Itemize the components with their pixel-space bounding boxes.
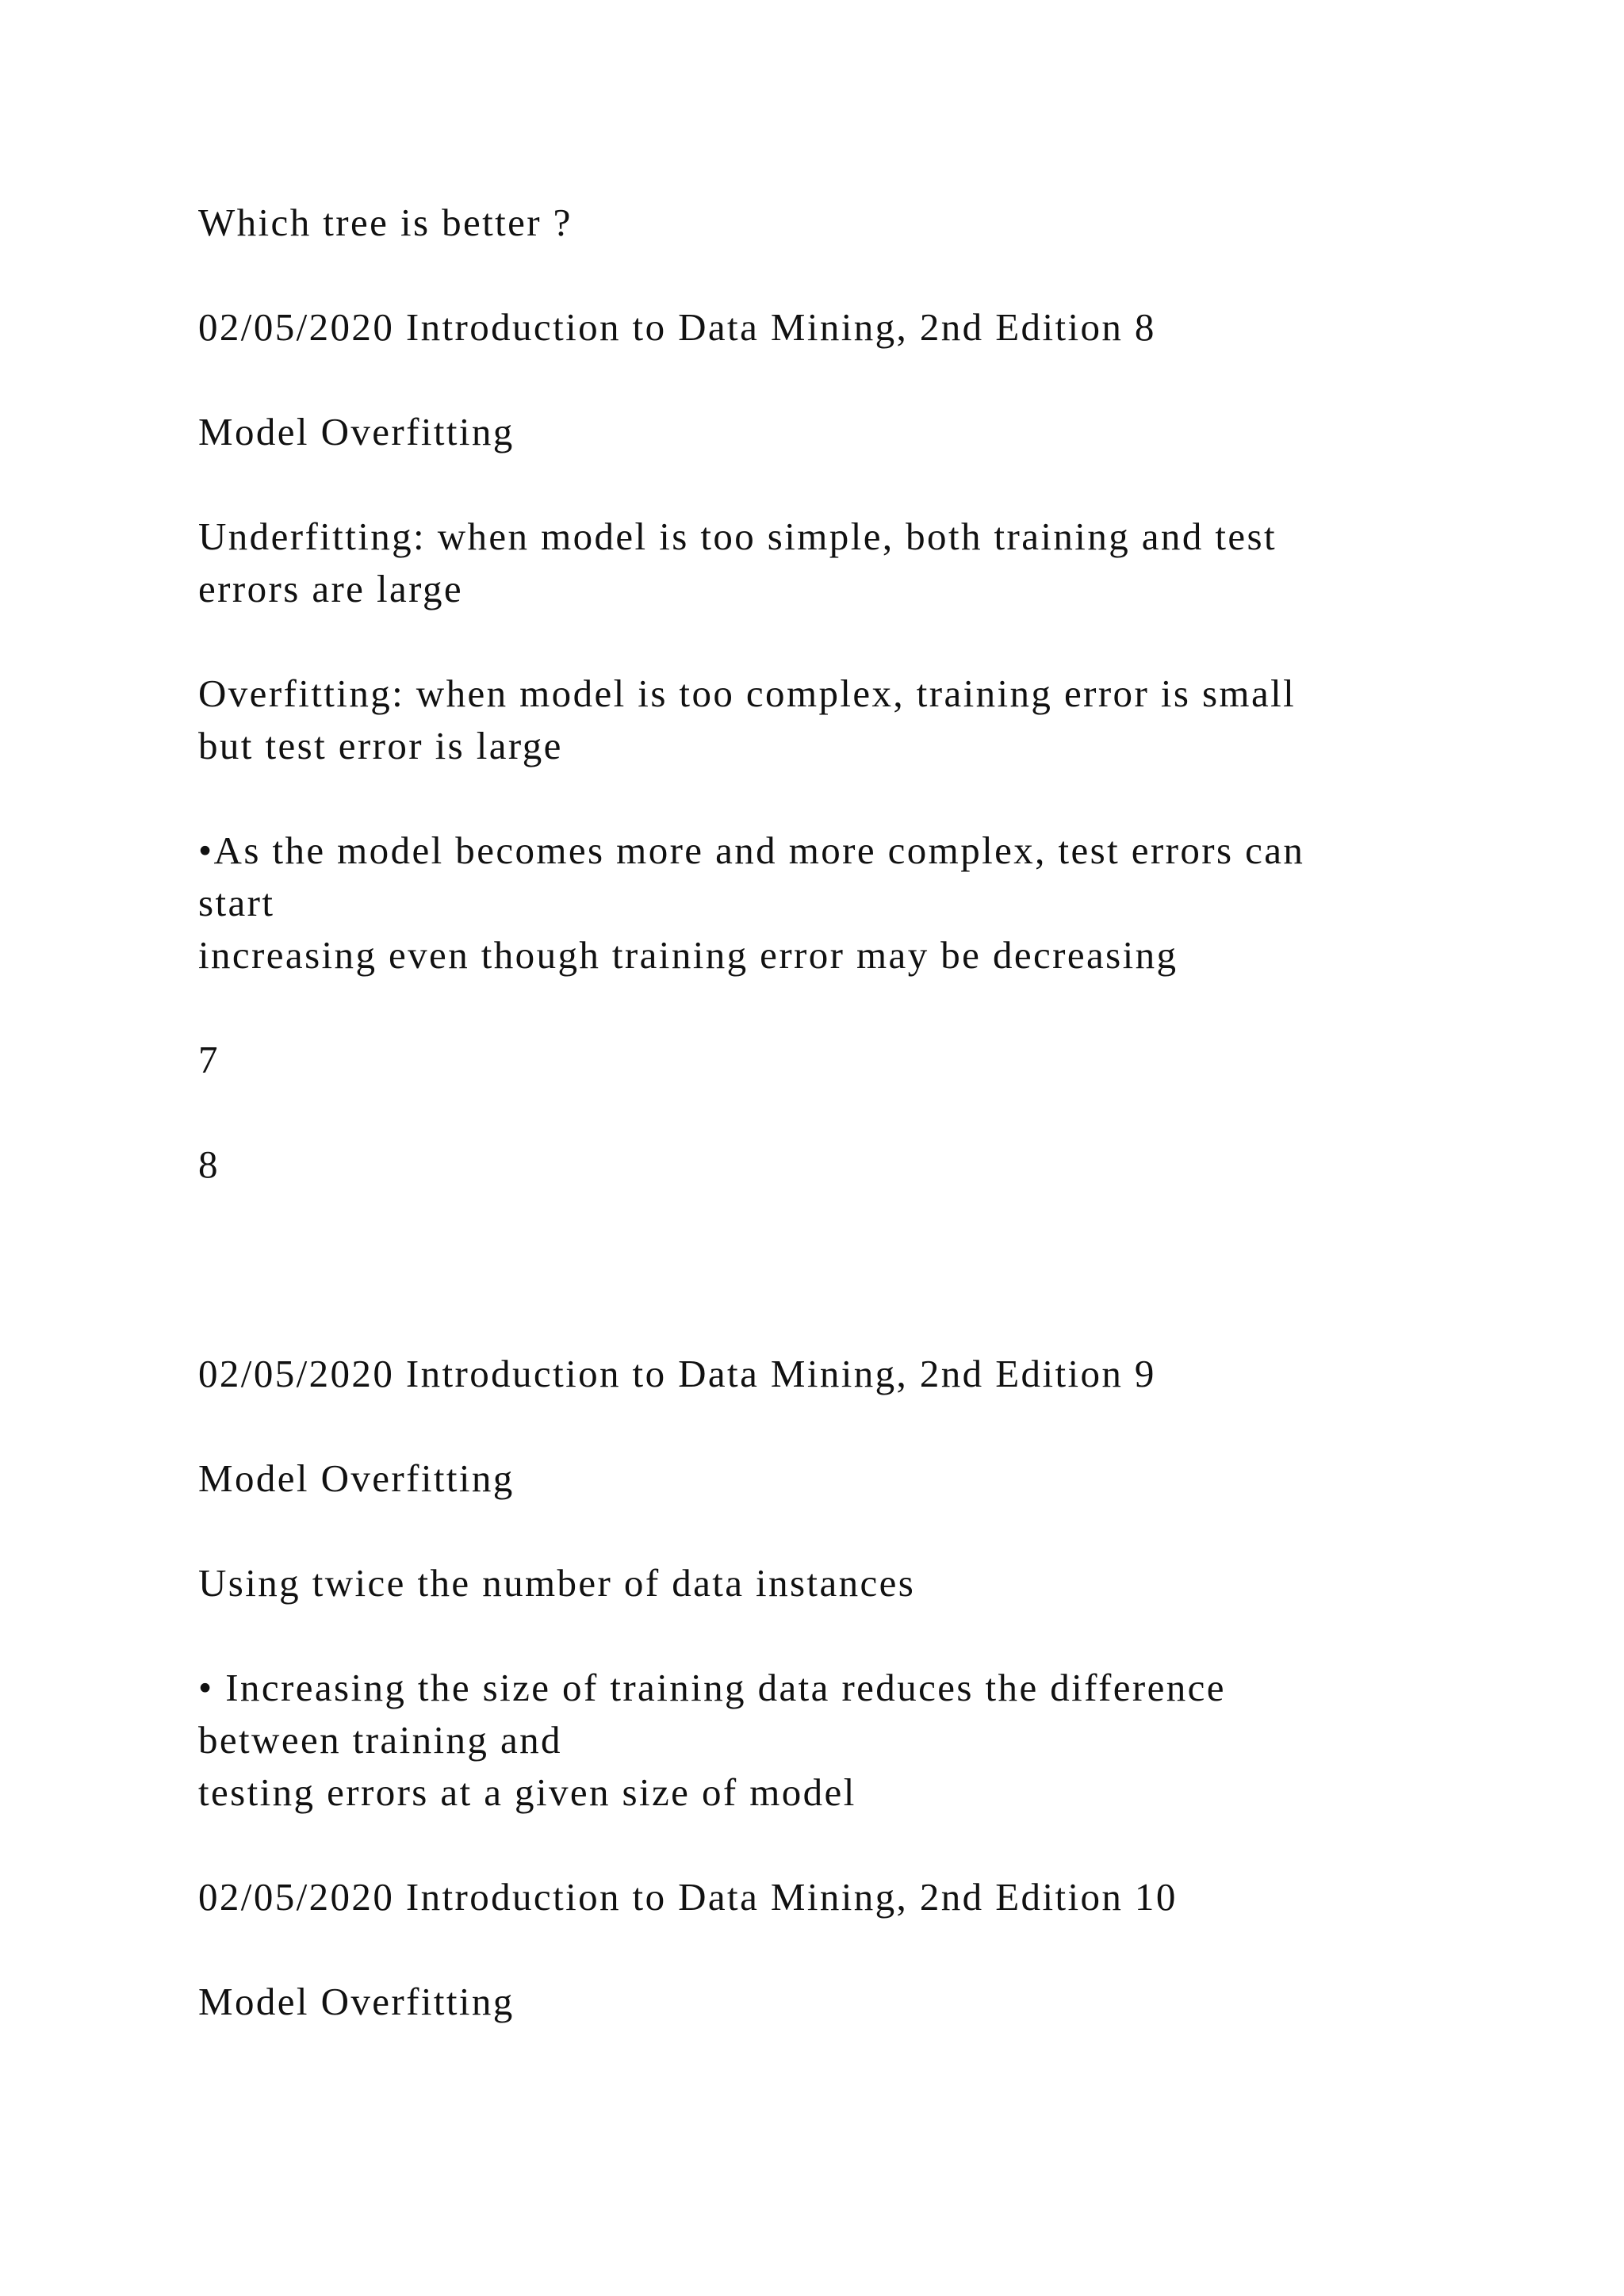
page-number-8: 8 xyxy=(198,1142,220,1186)
bullet-training-line-3: testing errors at a given size of model xyxy=(198,1770,856,1814)
section-title-1: Model Overfitting xyxy=(198,410,515,453)
section-title-2: Model Overfitting xyxy=(198,1456,515,1500)
bullet-complexity-line-1: •As the model becomes more and more complex, test errors can xyxy=(198,828,1305,872)
question-heading: Which tree is better ? xyxy=(198,201,573,244)
twice-data-line: Using twice the number of data instances xyxy=(198,1561,916,1605)
bullet-training-line-1: • Increasing the size of training data reduces the difference xyxy=(198,1666,1226,1709)
bullet-training-line-2: between training and xyxy=(198,1718,562,1762)
bullet-complexity-line-3: increasing even though training error may be decreasing xyxy=(198,933,1178,977)
overfitting-line-2: but test error is large xyxy=(198,724,563,767)
slide-footer-9: 02/05/2020 Introduction to Data Mining, 2nd Edition 9 xyxy=(198,1352,1156,1395)
section-title-3: Model Overfitting xyxy=(198,1980,515,2023)
bullet-complexity-line-2: start xyxy=(198,881,275,924)
page-number-7: 7 xyxy=(198,1038,220,1081)
underfitting-line-2: errors are large xyxy=(198,567,464,610)
underfitting-line-1: Underfitting: when model is too simple, both training and test xyxy=(198,515,1277,558)
slide-footer-8: 02/05/2020 Introduction to Data Mining, 2nd Edition 8 xyxy=(198,305,1156,349)
slide-footer-10: 02/05/2020 Introduction to Data Mining, 2nd Edition 10 xyxy=(198,1875,1178,1919)
overfitting-line-1: Overfitting: when model is too complex, training error is small xyxy=(198,672,1297,715)
